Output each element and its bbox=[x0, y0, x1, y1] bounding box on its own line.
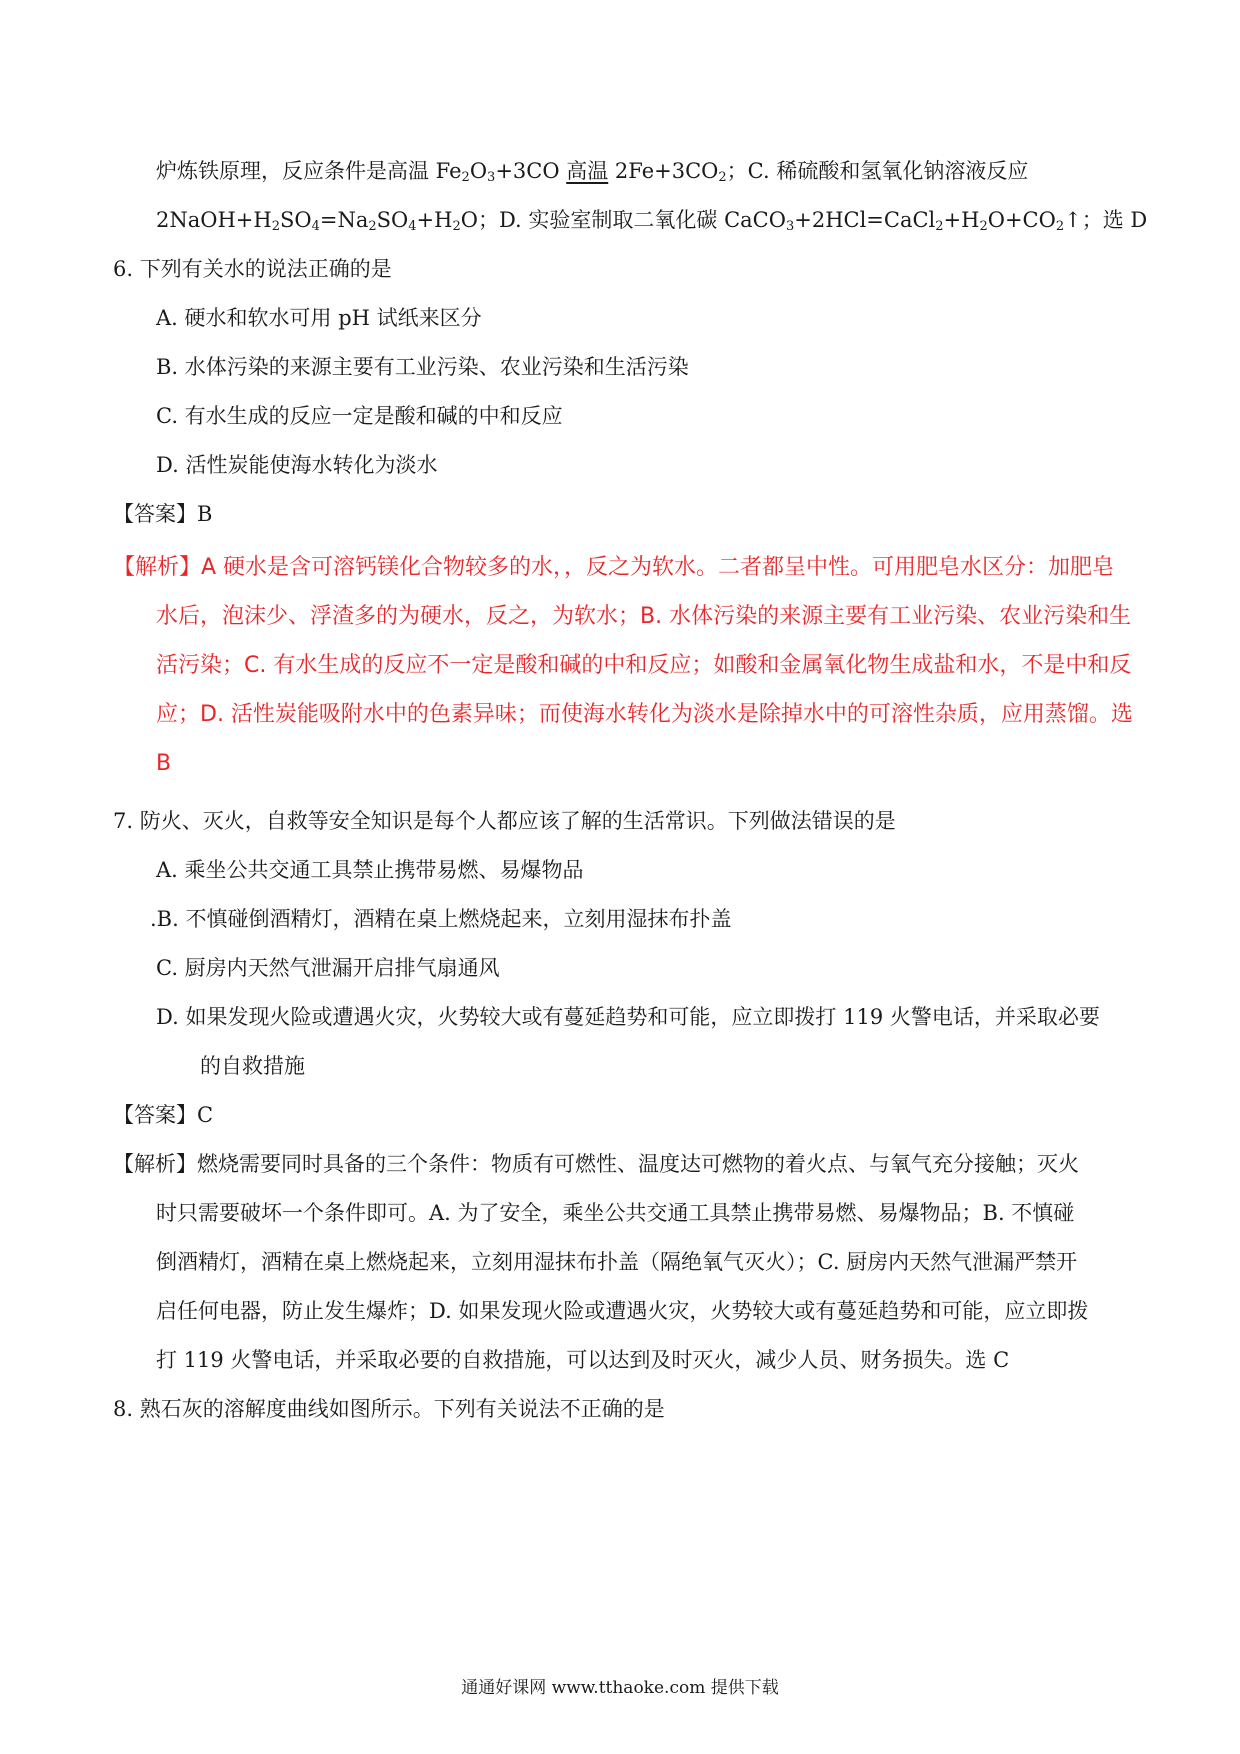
q6-stem: 6. 下列有关水的说法正确的是 bbox=[113, 257, 392, 281]
q7-option-d: D. 如果发现火险或遭遇火灾，火势较大或有蔓延趋势和可能，应立即拨打 119 火警电话，并采取必要 bbox=[156, 1005, 1100, 1029]
q6-explanation-line-5: B bbox=[156, 751, 172, 776]
q6-explanation-line-2: 水后，泡沫少、浮渣多的为硬水，反之，为软水；B. 水体污染的来源主要有工业污染、农业污染和生 bbox=[156, 604, 1132, 629]
q7-explanation-line-1: 【解析】燃烧需要同时具备的三个条件：物质有可燃性、温度达可燃物的着火点、与氧气充分接触；灭火 bbox=[113, 1152, 1079, 1176]
q7-stem: 7. 防火、灭火，自救等安全知识是每个人都应该了解的生活常识。下列做法错误的是 bbox=[113, 809, 896, 833]
q6-option-a: A. 硬水和软水可用 pH 试纸来区分 bbox=[156, 306, 482, 330]
q7-option-b: .B. 不慎碰倒酒精灯，酒精在桌上燃烧起来，立刻用湿抹布扑盖 bbox=[150, 907, 732, 931]
q7-answer: 【答案】C bbox=[113, 1103, 214, 1127]
reaction-condition: 高温 bbox=[566, 159, 609, 183]
q7-explanation-line-4: 启任何电器，防止发生爆炸；D. 如果发现火险或遭遇火灾，火势较大或有蔓延趋势和可能，应立即拨 bbox=[156, 1299, 1089, 1323]
q6-explanation-line-4: 应；D. 活性炭能吸附水中的色素异味；而使海水转化为淡水是除掉水中的可溶性杂质，应用蒸馏。选 bbox=[156, 702, 1133, 727]
page-footer: 通通好课网 www.tthaoke.com 提供下载 bbox=[461, 1678, 779, 1698]
q7-option-c: C. 厨房内天然气泄漏开启排气扇通风 bbox=[156, 956, 500, 980]
q7-explanation-line-2: 时只需要破坏一个条件即可。A. 为了安全，乘坐公共交通工具禁止携带易燃、易爆物品；B. 不慎碰 bbox=[156, 1201, 1075, 1225]
q7-option-d-cont: 的自救措施 bbox=[200, 1054, 305, 1078]
prev-explanation-line-2: $2NaOH+H_2SO_4=Na_2SO_4+H_2O$；D. 实验室制取二氧化碳 $CaCO_3+2HCl=CaCl_2+H_2O+CO_2↑$；选 D bbox=[156, 208, 1148, 234]
q6-answer: 【答案】B bbox=[113, 502, 213, 526]
prev-explanation-line-1: 炉炼铁原理，反应条件是高温 $Fe_2O_3+3CO$ 高温 $2Fe+3CO_2$；C. 稀硫酸和氢氧化钠溶液反应 bbox=[156, 159, 1029, 185]
q6-option-d: D. 活性炭能使海水转化为淡水 bbox=[156, 453, 438, 477]
q6-explanation-line-3: 活污染；C. 有水生成的反应不一定是酸和碱的中和反应；如酸和金属氧化物生成盐和水，不是中和反 bbox=[156, 653, 1132, 678]
q7-explanation-line-3: 倒酒精灯，酒精在桌上燃烧起来，立刻用湿抹布扑盖（隔绝氧气灭火）；C. 厨房内天然气泄漏严禁开 bbox=[156, 1250, 1078, 1274]
q8-stem: 8. 熟石灰的溶解度曲线如图所示。下列有关说法不正确的是 bbox=[113, 1397, 665, 1421]
q7-option-a: A. 乘坐公共交通工具禁止携带易燃、易爆物品 bbox=[156, 858, 584, 882]
q6-option-b: B. 水体污染的来源主要有工业污染、农业污染和生活污染 bbox=[156, 355, 689, 379]
q6-explanation-line-1: 【解析】A 硬水是含可溶钙镁化合物较多的水，，反之为软水。二者都呈中性。可用肥皂水区分：加肥皂 bbox=[113, 555, 1115, 580]
q7-explanation-line-5: 打 119 火警电话，并采取必要的自救措施，可以达到及时灭火，减少人员、财务损失。选 C bbox=[156, 1348, 1010, 1372]
q6-option-c: C. 有水生成的反应一定是酸和碱的中和反应 bbox=[156, 404, 563, 428]
